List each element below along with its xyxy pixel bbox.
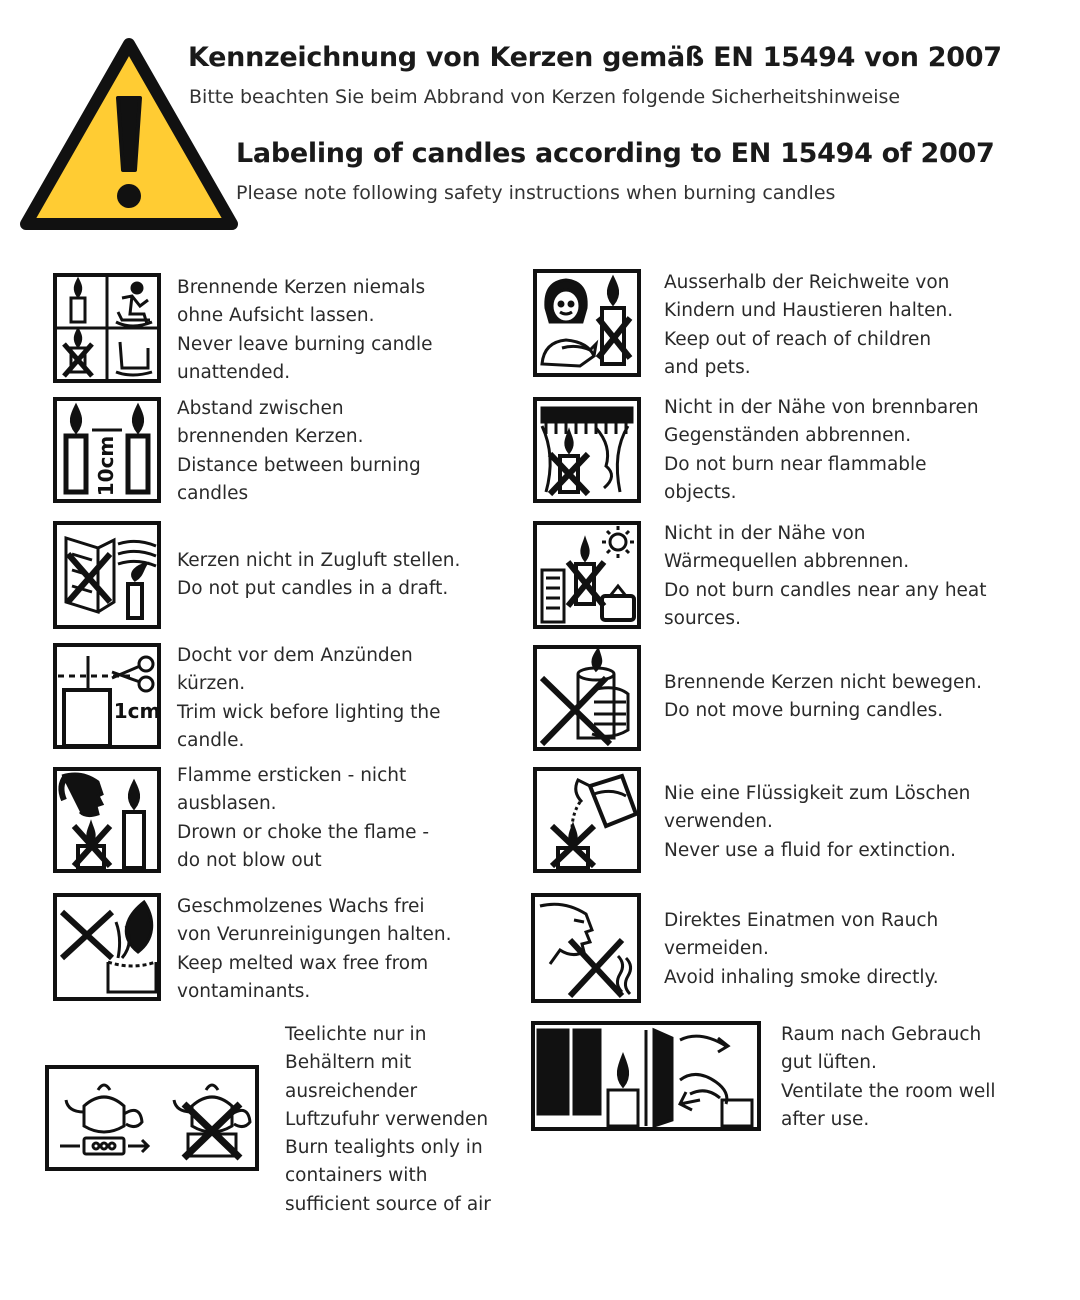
avoid-smoke-icon: [530, 892, 642, 1004]
trim-wick-icon: [52, 642, 162, 750]
instruction-text: Ausserhalb der Reichweite von Kindern und Haustieren halten. Keep out of reach of children and pets.: [664, 272, 954, 378]
page-title-german: Kennzeichnung von Kerzen gemäß EN 15494 von 2007: [188, 42, 1002, 73]
ventilate-room-icon: [530, 1020, 762, 1132]
instruction-text: Direktes Einatmen von Rauch vermeiden. Avoid inhaling smoke directly.: [664, 910, 939, 988]
page-title-english: Labeling of candles according to EN 15494 of 2007: [236, 138, 995, 169]
instruction-text: Nicht in der Nähe von brennbaren Gegenständen abbrennen. Do not burn near flammable objects.: [664, 397, 979, 503]
unattended-candle-icon: [52, 272, 162, 384]
instruction-text: Teelichte nur in Behältern mit ausreichender Luftzufuhr verwenden Burn tealights only in containers with sufficient source of air: [285, 1024, 491, 1215]
svg-text:10cm: 10cm: [94, 435, 118, 497]
candle-distance-icon: [52, 396, 162, 504]
flammable-objects-icon: [532, 396, 642, 504]
heat-source-icon: [532, 520, 642, 630]
instruction-text: Docht vor dem Anzünden kürzen. Trim wick before lighting the candle.: [177, 645, 441, 751]
do-not-move-icon: [532, 644, 642, 752]
svg-text:1cm: 1cm: [113, 699, 161, 723]
draft-icon: [52, 520, 162, 630]
instruction-text: Abstand zwischen brennenden Kerzen. Distance between burning candles: [177, 398, 421, 504]
instruction-text: Nicht in der Nähe von Wärmequellen abbrennen. Do not burn candles near any heat sources.: [664, 523, 987, 629]
clean-wax-icon: [52, 892, 162, 1002]
instruction-text: Raum nach Gebrauch gut lüften. Ventilate the room well after use.: [781, 1024, 996, 1130]
children-pets-icon: [532, 268, 642, 378]
instruction-text: Nie eine Flüssigkeit zum Löschen verwenden. Never use a fluid for extinction.: [664, 783, 971, 861]
no-liquid-icon: [532, 766, 642, 874]
instruction-text: Kerzen nicht in Zugluft stellen. Do not put candles in a draft.: [177, 550, 461, 600]
instruction-text: Geschmolzenes Wachs frei von Verunreinigungen halten. Keep melted wax free from vontaminants.: [177, 896, 452, 1002]
page-subtitle-german: Bitte beachten Sie beim Abbrand von Kerzen folgende Sicherheitshinweise: [189, 86, 901, 108]
do-not-blow-icon: [52, 766, 162, 874]
instruction-text: Brennende Kerzen nicht bewegen. Do not move burning candles.: [664, 672, 982, 722]
instruction-text: Brennende Kerzen niemals ohne Aufsicht lassen. Never leave burning candle unattended.: [177, 277, 433, 383]
page-subtitle-english: Please note following safety instructions when burning candles: [236, 182, 836, 204]
tealight-container-icon: [44, 1064, 260, 1172]
instruction-text: Flamme ersticken - nicht ausblasen. Drown or choke the flame - do not blow out: [177, 765, 430, 871]
